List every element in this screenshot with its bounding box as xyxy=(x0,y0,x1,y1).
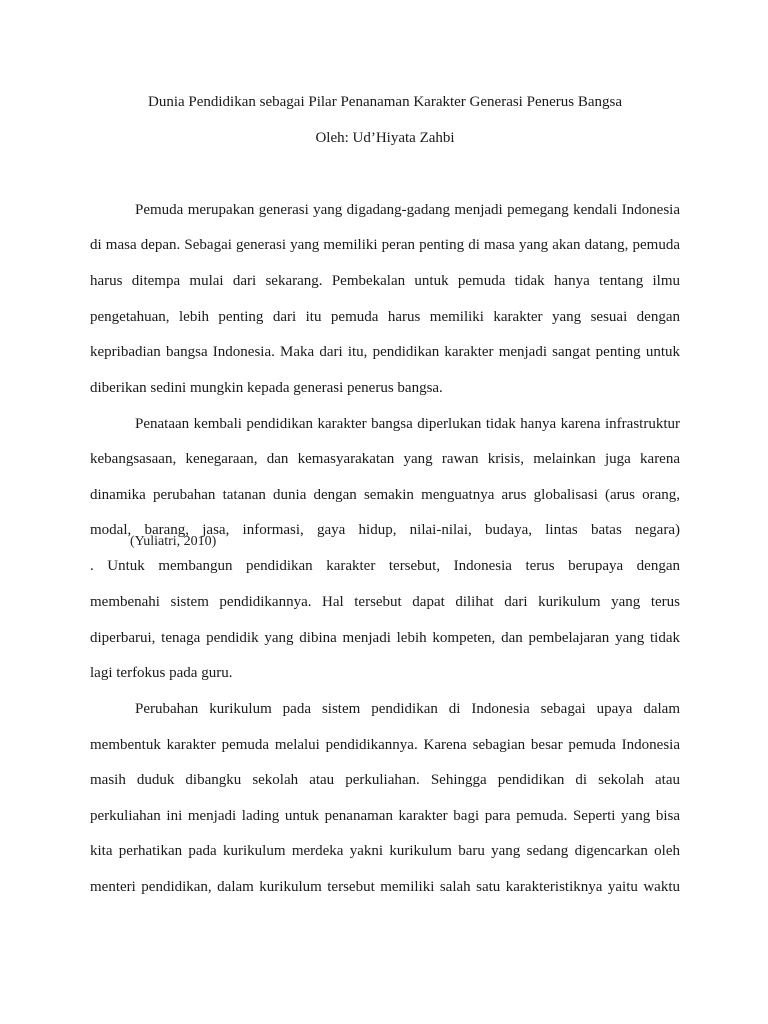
paragraph-line: masih duduk dibangku sekolah atau perkuliahan. Sehingga pendidikan di sekolah atau xyxy=(90,772,680,788)
document-title: Dunia Pendidikan sebagai Pilar Penanaman Karakter Generasi Penerus Bangsa xyxy=(147,94,623,110)
paragraph-line: harus ditempa mulai dari sekarang. Pembekalan untuk pemuda tidak hanya tentang ilmu xyxy=(90,273,680,289)
paragraph-line: modal, barang, jasa, informasi, gaya hidup, nilai-nilai, budaya, lintas batas negara) xyxy=(90,522,680,538)
citation-overlay: (Yuliatri, 2010) xyxy=(130,534,217,549)
paragraph-line: menteri pendidikan, dalam kurikulum tersebut memiliki salah satu karakteristiknya yaitu waktu xyxy=(90,879,680,895)
paragraph-line: membentuk karakter pemuda melalui pendidikannya. Karena sebagian besar pemuda Indonesia xyxy=(90,737,680,753)
paragraph-line: perkuliahan ini menjadi lading untuk penanaman karakter bagi para pemuda. Seperti yang bisa xyxy=(90,808,680,824)
paragraph-line: diberikan sedini mungkin kepada generasi penerus bangsa. xyxy=(90,380,443,396)
paragraph-line: di masa depan. Sebagai generasi yang memiliki peran penting di masa yang akan datang, pemuda xyxy=(90,237,680,253)
paragraph-line: dinamika perubahan tatanan dunia dengan semakin menguatnya arus globalisasi (arus orang, xyxy=(90,487,680,503)
paragraph-line: pengetahuan, lebih penting dari itu pemuda harus memiliki karakter yang sesuai dengan xyxy=(90,309,680,325)
paragraph-line: Penataan kembali pendidikan karakter bangsa diperlukan tidak hanya karena infrastruktur xyxy=(135,416,680,432)
paragraph-line: kita perhatikan pada kurikulum merdeka yakni kurikulum baru yang sedang digencarkan oleh xyxy=(90,843,680,859)
paragraph-line: Perubahan kurikulum pada sistem pendidikan di Indonesia sebagai upaya dalam xyxy=(135,701,680,717)
document-author: Oleh: Ud’Hiyata Zahbi xyxy=(315,130,455,146)
paragraph-line: . Untuk membangun pendidikan karakter tersebut, Indonesia terus berupaya dengan xyxy=(90,558,680,574)
paragraph-line: membenahi sistem pendidikannya. Hal tersebut dapat dilihat dari kurikulum yang terus xyxy=(90,594,680,610)
paragraph-line: kepribadian bangsa Indonesia. Maka dari itu, pendidikan karakter menjadi sangat penting untuk xyxy=(90,344,680,360)
paragraph-line: diperbarui, tenaga pendidik yang dibina menjadi lebih kompeten, dan pembelajaran yang tidak xyxy=(90,630,680,646)
paragraph-line: Pemuda merupakan generasi yang digadang-gadang menjadi pemegang kendali Indonesia xyxy=(135,202,680,218)
paragraph-line: lagi terfokus pada guru. xyxy=(90,665,233,681)
paragraph-line: kebangsasaan, kenegaraan, dan kemasyarakatan yang rawan krisis, melainkan juga karena xyxy=(90,451,680,467)
